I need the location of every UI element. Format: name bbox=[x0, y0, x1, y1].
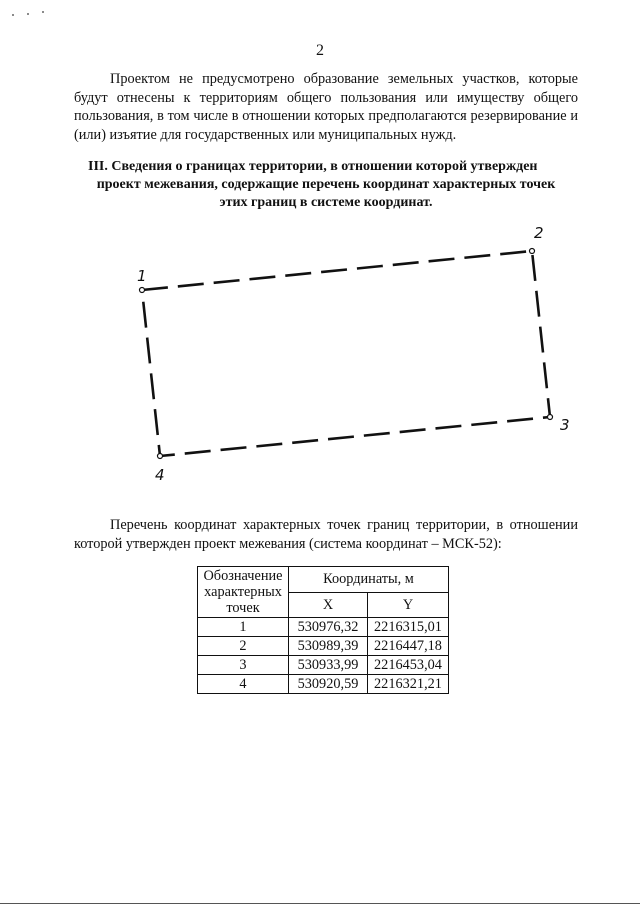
section-heading-line-2: проект межевания, содержащие перечень координат характерных точек bbox=[96, 177, 556, 192]
coordinates-table bbox=[197, 566, 449, 694]
bottom-edge-line bbox=[0, 903, 640, 904]
table-row bbox=[198, 675, 449, 694]
cell-point: 3 bbox=[198, 656, 289, 675]
boundary-point-2-marker bbox=[530, 249, 535, 254]
boundary-point-3-label: 3 bbox=[560, 416, 570, 434]
table-row bbox=[198, 618, 449, 637]
table-header-row bbox=[198, 567, 449, 593]
boundary-point-2-label: 2 bbox=[534, 224, 544, 242]
paragraph-land-plots: Проектом не предусмотрено образование земельных участков, которые будут отнесены к территориям общего пользования или имуществу общего пользования, в том числе в отношении которых предполагаются резервирование и (или) изъятие для государственных или муниципальных нужд. bbox=[74, 71, 578, 143]
boundary-point-4-label: 4 bbox=[155, 466, 165, 484]
paragraph-coordinates-intro: Перечень координат характерных точек границ территории, в отношении которой утвержден проект межевания (система координат – МСК-52): bbox=[74, 517, 578, 552]
cell-point: 1 bbox=[198, 618, 289, 637]
cell-y: 2216321,21 bbox=[368, 675, 449, 694]
page-number: 2 bbox=[316, 42, 324, 59]
boundary-point-1-marker bbox=[140, 288, 145, 293]
table-row bbox=[198, 637, 449, 656]
cell-x: 530933,99 bbox=[289, 656, 368, 675]
cell-y: 2216453,04 bbox=[368, 656, 449, 675]
cell-point: 4 bbox=[198, 675, 289, 694]
section-heading-line-1: III. Сведения о границах территории, в отношении которой утвержден bbox=[88, 159, 538, 174]
cell-x: 530989,39 bbox=[289, 637, 368, 656]
cell-y: 2216447,18 bbox=[368, 637, 449, 656]
header-x: X bbox=[289, 592, 368, 618]
header-coordinates: Координаты, м bbox=[289, 567, 449, 593]
cell-point: 2 bbox=[198, 637, 289, 656]
header-y: Y bbox=[368, 592, 449, 618]
table-row bbox=[198, 656, 449, 675]
boundary-point-1-label: 1 bbox=[137, 267, 147, 285]
boundary-point-3-marker bbox=[548, 415, 553, 420]
boundary-polygon bbox=[142, 251, 550, 456]
cell-x: 530976,32 bbox=[289, 618, 368, 637]
boundary-point-4-marker bbox=[158, 454, 163, 459]
cell-x: 530920,59 bbox=[289, 675, 368, 694]
header-point-designation: Обозначение характерных точек bbox=[198, 567, 289, 618]
cell-y: 2216315,01 bbox=[368, 618, 449, 637]
section-heading-line-3: этих границ в системе координат. bbox=[219, 195, 433, 210]
